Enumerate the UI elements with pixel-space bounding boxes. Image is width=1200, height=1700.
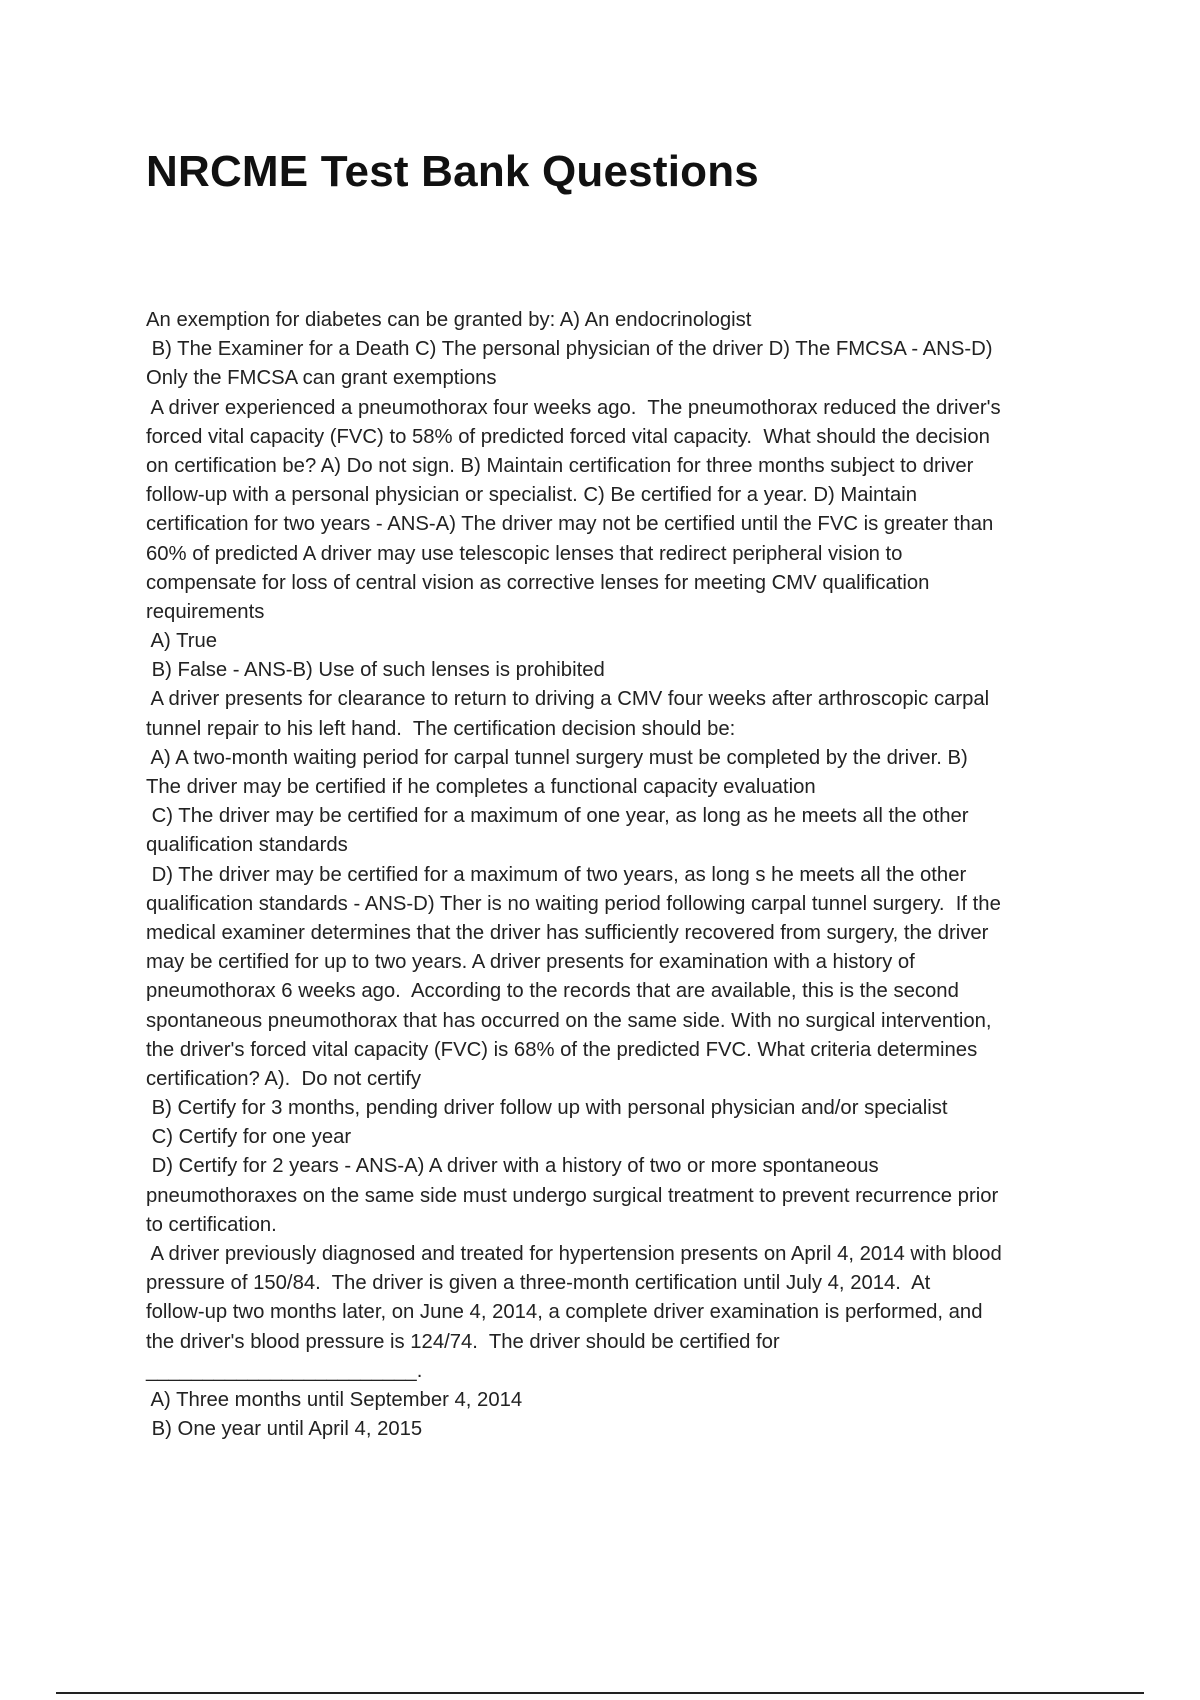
text-line: pneumothoraxes on the same side must undergo surgical treatment to prevent recurrence prior	[146, 1184, 999, 1207]
text-line: pneumothorax 6 weeks ago. According to the records that are available, this is the second	[146, 980, 959, 1003]
document-body	[146, 306, 1086, 1444]
text-line: to certification.	[146, 1213, 277, 1236]
text-line: C) Certify for one year	[146, 1126, 352, 1149]
text-line: may be certified for up to two years. A driver presents for examination with a history of	[146, 951, 915, 974]
text-line: 60% of predicted A driver may use telescopic lenses that redirect peripheral vision to	[146, 542, 903, 565]
text-line: D) The driver may be certified for a maximum of two years, as long s he meets all the other	[146, 863, 967, 886]
text-line: qualification standards - ANS-D) Ther is no waiting period following carpal tunnel surgery. If the	[146, 892, 1001, 915]
text-line: A) Three months until September 4, 2014	[146, 1388, 523, 1411]
text-line: on certification be? A) Do not sign. B) Maintain certification for three months subject to driver	[146, 454, 974, 477]
text-line: B) The Examiner for a Death C) The personal physician of the driver D) The FMCSA - ANS-D)	[146, 338, 993, 361]
text-line: A driver experienced a pneumothorax four weeks ago. The pneumothorax reduced the driver's	[146, 396, 1001, 419]
document-title: NRCME Test Bank Questions	[146, 147, 759, 196]
text-line: the driver's forced vital capacity (FVC) is 68% of the predicted FVC. What criteria determines	[146, 1038, 978, 1061]
text-line: spontaneous pneumothorax that has occurred on the same side. With no surgical intervention,	[146, 1009, 992, 1032]
text-line: tunnel repair to his left hand. The certification decision should be:	[146, 717, 736, 740]
text-line: A) A two-month waiting period for carpal tunnel surgery must be completed by the driver. B)	[146, 746, 968, 769]
text-line: The driver may be certified if he completes a functional capacity evaluation	[146, 776, 816, 798]
text-line: certification? A). Do not certify	[146, 1067, 422, 1090]
text-line: requirements	[146, 600, 265, 623]
text-line: A) True	[146, 630, 218, 653]
text-line: B) False - ANS-B) Use of such lenses is prohibited	[146, 659, 605, 682]
text-line: B) Certify for 3 months, pending driver follow up with personal physician and/or specialist	[146, 1097, 948, 1120]
text-line: compensate for loss of central vision as corrective lenses for meeting CMV qualification	[146, 571, 930, 594]
text-line: follow-up with a personal physician or specialist. C) Be certified for a year. D) Maintain	[146, 484, 918, 507]
footer-rule	[56, 1692, 1144, 1694]
text-line: qualification standards	[146, 834, 348, 857]
text-line: follow-up two months later, on June 4, 2014, a complete driver examination is performed, and	[146, 1301, 983, 1324]
text-line: pressure of 150/84. The driver is given a three-month certification until July 4, 2014. At	[146, 1272, 931, 1295]
text-line: certification for two years - ANS-A) The driver may not be certified until the FVC is greater than	[146, 513, 994, 536]
text-line: A driver presents for clearance to return to driving a CMV four weeks after arthroscopic carpal	[146, 688, 990, 711]
text-line: An exemption for diabetes can be granted by: A) An endocrinologist	[146, 309, 752, 331]
text-line: Only the FMCSA can grant exemptions	[146, 367, 497, 390]
text-line: B) One year until April 4, 2015	[146, 1418, 423, 1441]
text-line: ________________________.	[146, 1359, 423, 1382]
text-line: D) Certify for 2 years - ANS-A) A driver with a history of two or more spontaneous	[146, 1155, 879, 1178]
text-line: forced vital capacity (FVC) to 58% of predicted forced vital capacity. What should the decision	[146, 425, 990, 448]
text-line: A driver previously diagnosed and treated for hypertension presents on April 4, 2014 with blood	[146, 1243, 1002, 1265]
text-line: the driver's blood pressure is 124/74. The driver should be certified for	[146, 1330, 780, 1353]
text-line: C) The driver may be certified for a maximum of one year, as long as he meets all the other	[146, 805, 969, 828]
text-line: medical examiner determines that the driver has sufficiently recovered from surgery, the driver	[146, 921, 989, 944]
